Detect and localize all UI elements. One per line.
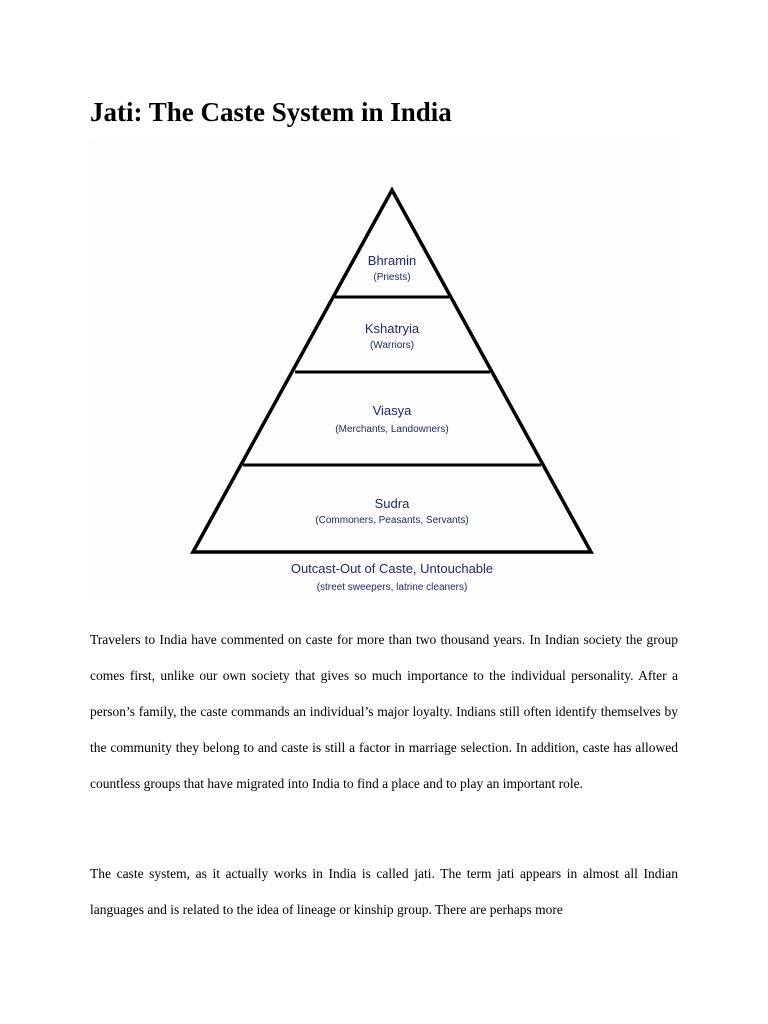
tier-1-subtitle: (Priests): [373, 272, 411, 283]
document-title: Jati: The Caste System in India: [90, 97, 452, 127]
tier-3-name: Viasya: [372, 403, 412, 418]
tier-4-name: Sudra: [374, 496, 410, 511]
caste-pyramid-diagram: [90, 140, 680, 598]
tier-3-subtitle: (Merchants, Landowners): [335, 424, 449, 435]
tier-4-subtitle: (Commoners, Peasants, Servants): [315, 515, 469, 526]
outcast-name: Outcast-Out of Caste, Untouchable: [290, 561, 494, 576]
body-paragraph: The caste system, as it actually works in India is called jati. The term jati appears in almost all Indian languages and is related to the idea of lineage or kinship group. There are perhaps more: [90, 866, 678, 917]
outcast-subtitle: (street sweepers, latrine cleaners): [316, 582, 468, 593]
tier-2-subtitle: (Warriors): [369, 340, 415, 351]
tier-2-name: Kshatryia: [364, 321, 420, 336]
tier-1-name: Bhramin: [367, 253, 417, 268]
caste-pyramid-figure: [90, 140, 680, 598]
body-paragraph: Travelers to India have commented on caste for more than two thousand years. In Indian society the group comes first, unlike our own society that gives so much importance to the individual personality. After a person’s family, the caste commands an individual’s major loyalty. Indians still often identify themselves by the community they belong to and caste is still a factor in marriage selection. In addition, caste has allowed countless groups that have migrated into India to find a place and to play an important role.: [90, 632, 678, 791]
